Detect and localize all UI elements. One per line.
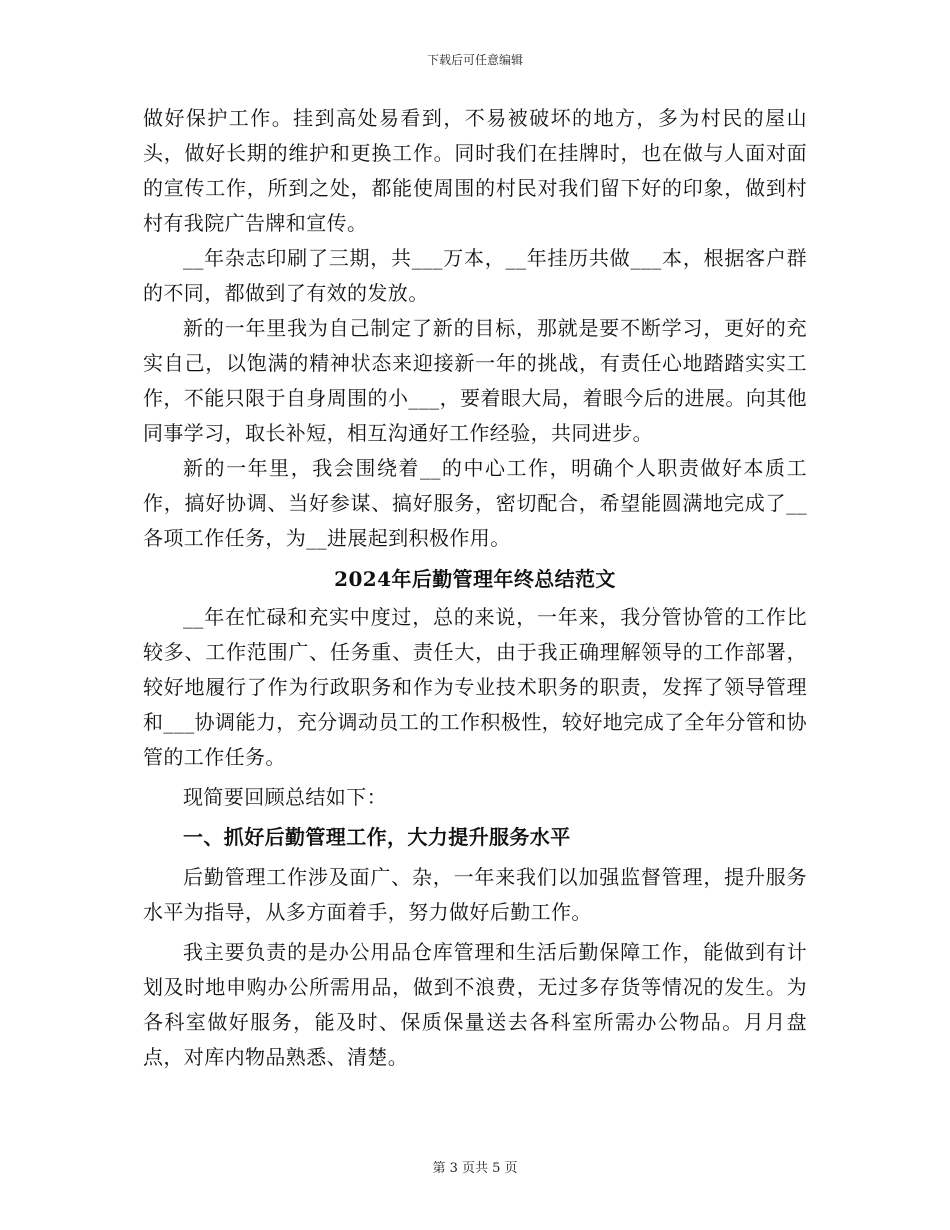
page-header: 下载后可任意编辑 bbox=[426, 53, 523, 67]
document-body bbox=[143, 101, 807, 1075]
paragraph-6: 现简要回顾总结如下： bbox=[183, 785, 387, 809]
document-title: 2024年后勤管理年终总结范文 bbox=[334, 567, 616, 591]
paragraph-8: 我主要负责的是办公用品仓库管理和生活后勤保障工作，能做到有计划及时地申购办公所需用品，做到不浪费，无过多存货等情况的发生。为各科室做好服务，能及时、保质保量送去各科室所需办公物品。月月盘点，对库内物品熟悉、清楚。 bbox=[143, 940, 807, 1069]
section-heading-1: 一、抓好后勤管理工作，大力提升服务水平 bbox=[183, 825, 571, 849]
paragraph-5: __年在忙碌和充实中度过，总的来说，一年来，我分管协管的工作比较多、工作范围广、任务重、责任大，由于我正确理解领导的工作部署，较好地履行了作为行政职务和作为专业技术职务的职责，发挥了领导管理和___协调能力，充分调动员工的工作积极性，较好地完成了全年分管和协管的工作任务。 bbox=[143, 605, 807, 769]
paragraph-4: 新的一年里，我会围绕着__的中心工作，明确个人职责做好本质工作，搞好协调、当好参谋、搞好服务，密切配合，希望能圆满地完成了__各项工作任务，为__进展起到积极作用。 bbox=[143, 456, 807, 550]
paragraph-3: 新的一年里我为自己制定了新的目标，那就是要不断学习，更好的充实自己，以饱满的精神状态来迎接新一年的挑战，有责任心地踏踏实实工作，不能只限于自身周围的小___，要着眼大局，着眼今后的进展。向其他同事学习，取长补短，相互沟通好工作经验，共同进步。 bbox=[143, 316, 807, 445]
paragraph-7: 后勤管理工作涉及面广、杂，一年来我们以加强监督管理，提升服务水平为指导，从多方面着手，努力做好后勤工作。 bbox=[143, 865, 807, 924]
paragraph-2: __年杂志印刷了三期，共___万本，__年挂历共做___本，根据客户群的不同，都做到了有效的发放。 bbox=[143, 246, 807, 305]
page-footer: 第 3 页共 5 页 bbox=[432, 1161, 518, 1176]
paragraph-1: 做好保护工作。挂到高处易看到，不易被破坏的地方，多为村民的屋山头，做好长期的维护和更换工作。同时我们在挂牌时，也在做与人面对面的宣传工作，所到之处，都能使周围的村民对我们留下好的印象，做到村村有我院广告牌和宣传。 bbox=[143, 106, 807, 235]
